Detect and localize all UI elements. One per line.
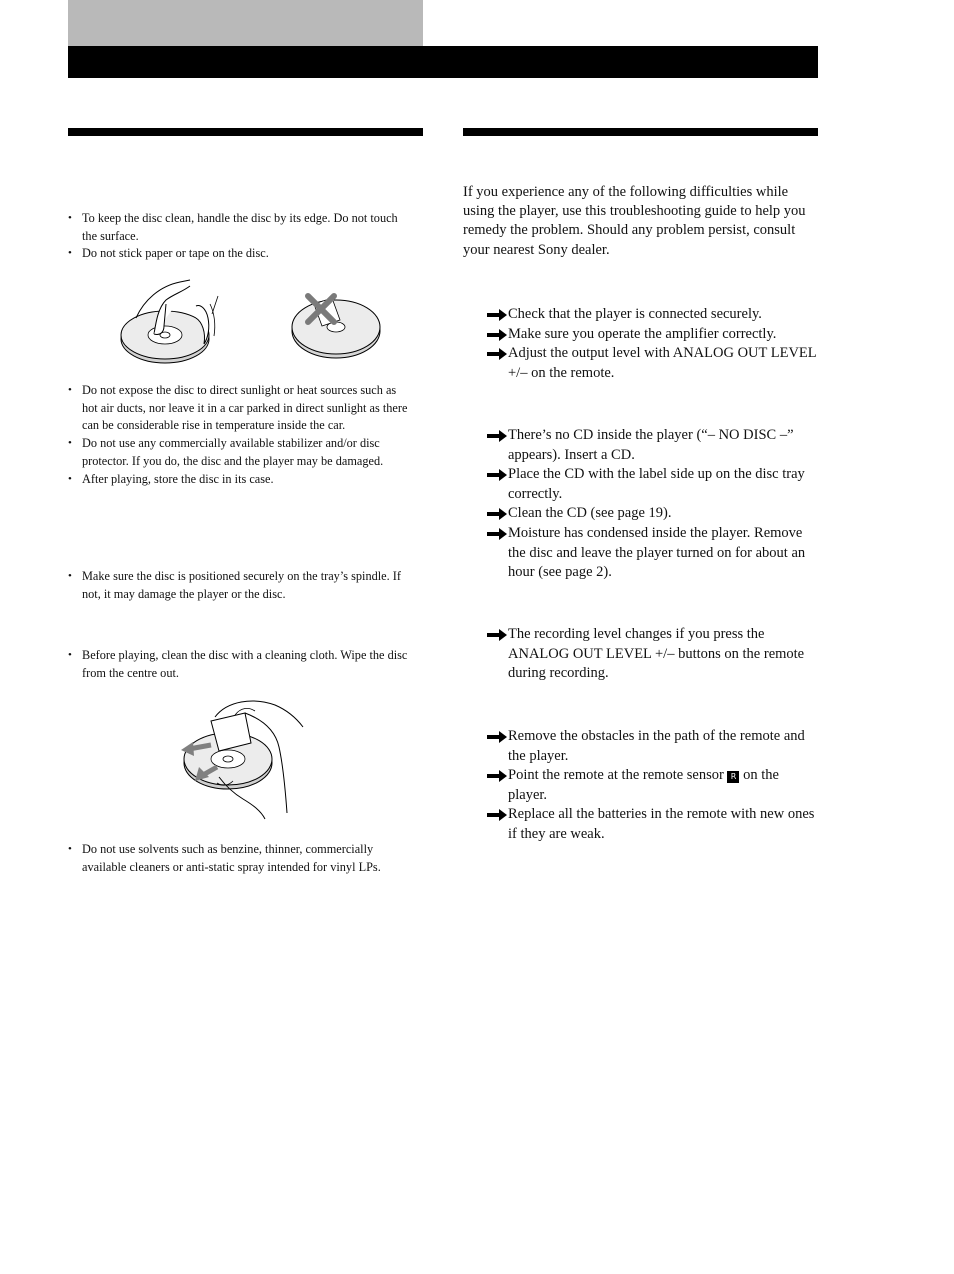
remedy-text: Moisture has condensed inside the player. Remove the disc and leave the player turned on for about an hour (see page 2). [508,524,806,581]
list-item: • Before playing, clean the disc with a cleaning cloth. Wipe the disc from the centre out. [68,647,413,682]
arrow-right-icon [487,508,507,520]
arrow-right-icon [487,770,507,782]
list-item: • After playing, store the disc in its case. [68,471,413,489]
list-item [463,465,818,504]
disc-cleaning-illustration [175,695,310,820]
handling-notes [68,210,413,263]
arrow-right-icon [487,329,507,341]
arrow-right-icon [487,309,507,321]
remedy-text: The recording level changes if you press the ANALOG OUT LEVEL +/– buttons on the remote during recording. [508,626,805,682]
arrow-right-icon [487,528,507,540]
list-item: • To keep the disc clean, handle the disc by its edge. Do not touch the surface. [68,210,413,245]
remedy-text: Replace all the batteries in the remote with new ones if they are weak. [508,806,815,842]
list-item [463,766,818,805]
list-item [463,727,818,766]
list-item [463,305,818,325]
arrow-right-icon [487,430,507,442]
remote-sensor-icon: R [727,771,739,783]
list-item: • Do not expose the disc to direct sunlight or heat sources such as hot air ducts, nor leave it in a car parked in direct sunlight as there can be considerable rise in temperature inside the car. [68,382,413,435]
list-item: • Do not stick paper or tape on the disc. [68,245,413,263]
remedy-text: Adjust the output level with ANALOG OUT LEVEL +/– on the remote. [508,345,817,381]
loading-notes [68,568,413,603]
arrow-right-icon [487,348,507,360]
remedy-text: Make sure you operate the amplifier correctly. [508,325,777,342]
remedy-text: Point the remote at the remote sensor [508,767,724,784]
list-item: • Do not use solvents such as benzine, thinner, commercially available cleaners or anti-static spray intended for vinyl LPs. [68,841,413,876]
list-item [463,426,818,465]
arrow-right-icon [487,469,507,481]
remedy-list-1 [463,305,818,383]
remedy-list-3 [463,625,818,684]
list-item [463,524,818,583]
arrow-right-icon [487,731,507,743]
list-item: • Do not use any commercially available stabilizer and/or disc protector. If you do, the disc and the player may be damaged. [68,435,413,470]
list-item [463,504,818,524]
list-item [463,625,818,684]
remedy-text: Check that the player is connected securely. [508,306,762,322]
solvent-notes [68,841,413,876]
remedy-text: Place the CD with the label side up on the disc tray correctly. [508,466,805,502]
storage-notes [68,382,413,488]
disc-handling-illustration [110,278,400,370]
remedy-text: Clean the CD (see page 19). [508,505,672,522]
list-item [463,805,818,844]
remedy-text: Remove the obstacles in the path of the remote and the player. [508,728,805,764]
list-item [463,325,818,345]
remedy-text: on the player. [508,767,779,803]
remedy-list-4 [463,727,818,845]
header-tab-bar [68,0,423,46]
arrow-right-icon [487,629,507,641]
remedy-text: There’s no CD inside the player (“– NO DISC –” appears). Insert a CD. [508,427,794,463]
arrow-right-icon [487,809,507,821]
section-rule-right [463,128,818,136]
section-rule-left [68,128,423,136]
list-item [463,344,818,383]
cleaning-notes [68,647,413,682]
remedy-list-2 [463,426,818,583]
list-item: • Make sure the disc is positioned securely on the tray’s spindle. If not, it may damage the player or the disc. [68,568,413,603]
troubleshooting-intro: If you experience any of the following difficulties while using the player, use this troubleshooting guide to help you remedy the problem. Should any problem persist, consult your nearest Sony dealer. [463,184,806,258]
header-title-bar [68,46,818,78]
